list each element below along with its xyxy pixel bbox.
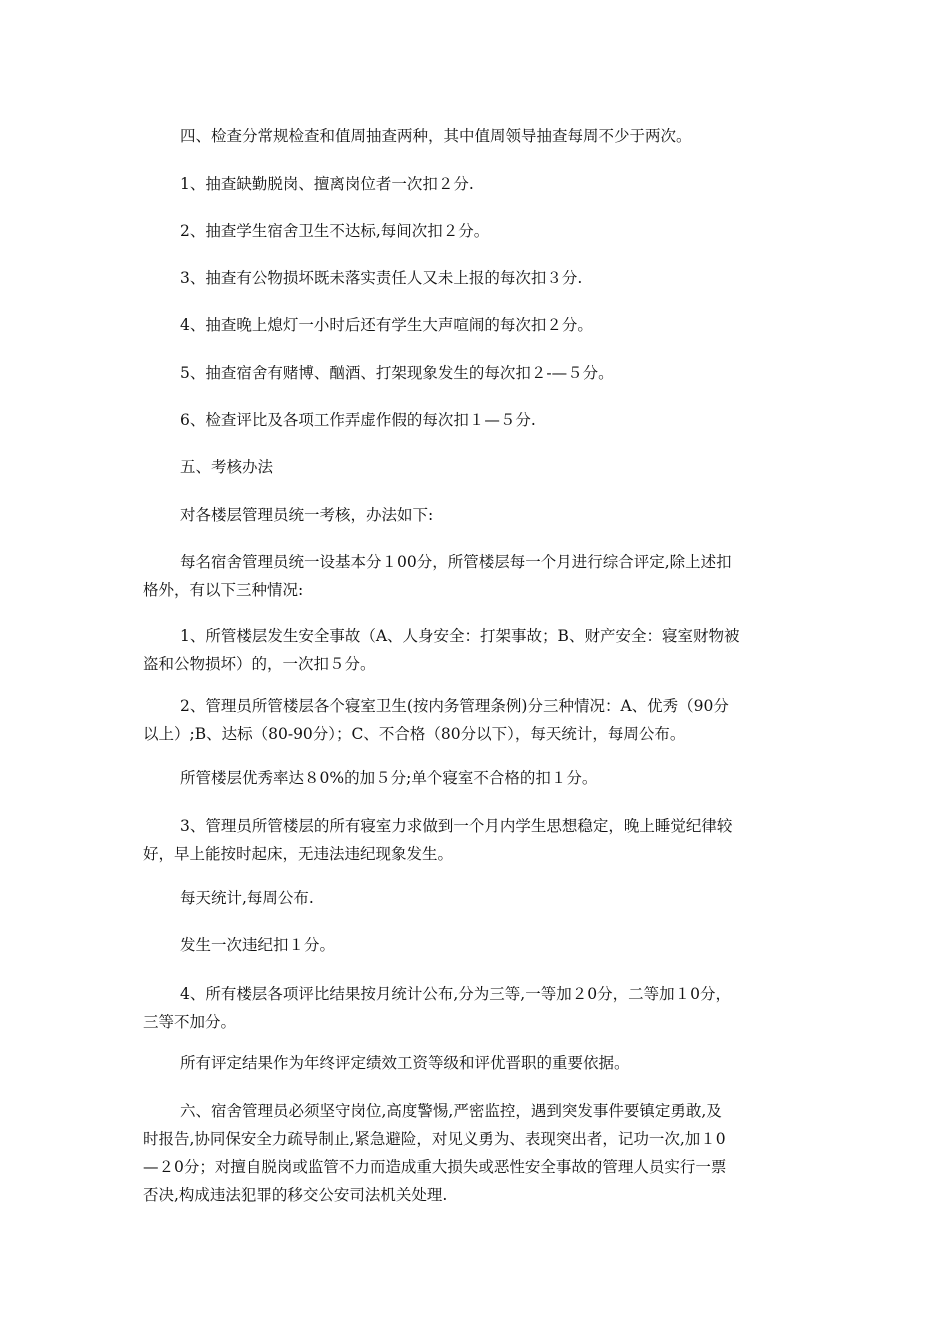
text-line: 格外，有以下三种情况: bbox=[143, 581, 304, 599]
paragraph-excellence-rate bbox=[143, 764, 803, 792]
text-line: 对各楼层管理员统一考核，办法如下: bbox=[180, 506, 434, 524]
paragraph-daily-stats bbox=[143, 884, 803, 912]
paragraph-case-1 bbox=[143, 622, 803, 678]
paragraph-evaluation-basis bbox=[143, 1049, 803, 1077]
paragraph-section-4 bbox=[143, 122, 803, 150]
paragraph-item-2 bbox=[143, 217, 803, 245]
text-line: 1、抽查缺勤脱岗、擅离岗位者一次扣２分. bbox=[180, 175, 474, 193]
text-line: 五、考核办法 bbox=[180, 458, 274, 476]
paragraph-item-5 bbox=[143, 359, 803, 387]
paragraph-intro bbox=[143, 501, 803, 529]
text-line: 5、抽查宿舍有赌博、酗酒、打架现象发生的每次扣２-—５分。 bbox=[180, 364, 614, 382]
paragraph-case-3 bbox=[143, 812, 803, 868]
text-line: 6、检查评比及各项工作弄虚作假的每次扣１—５分. bbox=[180, 411, 536, 429]
text-line: 盗和公物损坏）的，一次扣５分。 bbox=[143, 655, 376, 673]
section-heading-5 bbox=[143, 453, 803, 481]
text-line: 4、抽查晚上熄灯一小时后还有学生大声喧闹的每次扣２分。 bbox=[180, 316, 593, 334]
text-line: 发生一次违纪扣１分。 bbox=[180, 936, 336, 954]
text-line: 每名宿舍管理员统一设基本分１00分，所管楼层每一个月进行综合评定,除上述扣 bbox=[180, 553, 732, 571]
paragraph-section-6 bbox=[143, 1097, 803, 1209]
paragraph-item-1 bbox=[143, 170, 803, 198]
text-line: 3、抽查有公物损坏既未落实责任人又未上报的每次扣３分. bbox=[180, 269, 583, 287]
text-line: 否决,构成违法犯罪的移交公安司法机关处理. bbox=[143, 1186, 448, 1204]
text-line: 3、管理员所管楼层的所有寝室力求做到一个月内学生思想稳定，晚上睡觉纪律较 bbox=[180, 817, 733, 835]
text-line: 4、所有楼层各项评比结果按月统计公布,分为三等,一等加２0分，二等加１0分， bbox=[180, 985, 731, 1003]
paragraph-base-score bbox=[143, 548, 803, 604]
paragraph-item-6 bbox=[143, 406, 803, 434]
text-line: 以上）;B、达标（80-90分）；C、不合格（80分以下），每天统计，每周公布。 bbox=[143, 725, 686, 743]
paragraph-item-4 bbox=[143, 311, 803, 339]
text-line: 六、宿舍管理员必须坚守岗位,高度警惕,严密监控，遇到突发事件要镇定勇敢,及 bbox=[180, 1102, 722, 1120]
text-line: 2、抽查学生宿舍卫生不达标,每间次扣２分。 bbox=[180, 222, 490, 240]
text-line: 2、管理员所管楼层各个寝室卫生(按内务管理条例)分三种情况：A、优秀（90分 bbox=[180, 697, 729, 715]
text-line: 每天统计,每周公布. bbox=[180, 889, 314, 907]
text-line: 好，早上能按时起床，无违法违纪现象发生。 bbox=[143, 845, 454, 863]
paragraph-case-2 bbox=[143, 692, 803, 748]
paragraph-violation bbox=[143, 931, 803, 959]
text-line: 四、检查分常规检查和值周抽查两种，其中值周领导抽查每周不少于两次。 bbox=[180, 127, 692, 145]
paragraph-item-3 bbox=[143, 264, 803, 292]
text-line: 三等不加分。 bbox=[143, 1013, 237, 1031]
text-line: —２0分；对擅自脱岗或监管不力而造成重大损失或恶性安全事故的管理人员实行一票 bbox=[143, 1158, 727, 1176]
text-line: 所管楼层优秀率达８0%的加５分;单个寝室不合格的扣１分。 bbox=[180, 769, 598, 787]
text-line: 1、所管楼层发生安全事故（A、人身安全：打架事故；B、财产安全：寝室财物被 bbox=[180, 627, 740, 645]
paragraph-case-4 bbox=[143, 980, 803, 1036]
text-line: 所有评定结果作为年终评定绩效工资等级和评优晋职的重要依据。 bbox=[180, 1054, 630, 1072]
text-line: 时报告,协同保安全力疏导制止,紧急避险，对见义勇为、表现突出者，记功一次,加１0 bbox=[143, 1130, 726, 1148]
